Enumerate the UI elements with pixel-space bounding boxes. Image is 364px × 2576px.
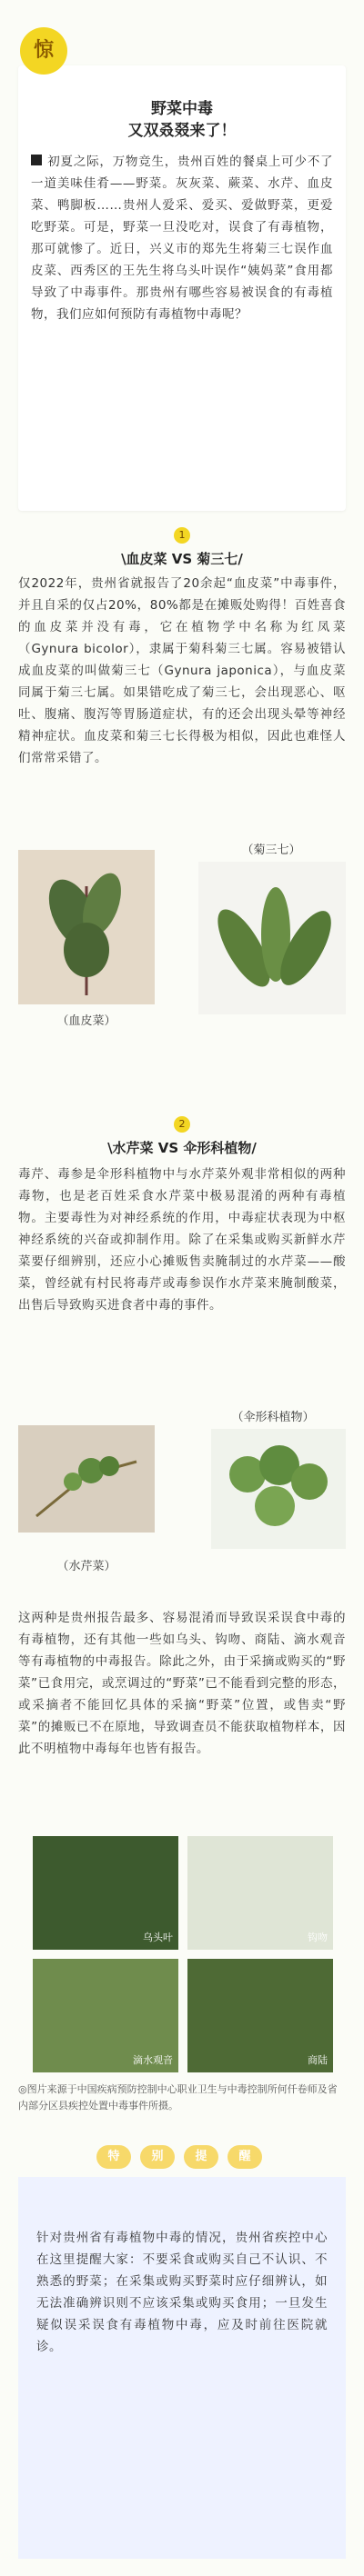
leaf-icon (18, 850, 155, 1004)
surprise-badge: 惊 (20, 27, 67, 75)
wutou-label: 乌头叶 (143, 1932, 173, 1943)
shanglu-photo (187, 1959, 333, 2072)
reminder-pill-2: 别 (140, 2145, 175, 2169)
page-title (18, 98, 346, 142)
dishuiguanyin-photo (33, 1959, 178, 2072)
umbellifer-photo (211, 1429, 346, 1549)
caption-xuepicai: （血皮菜） (56, 1014, 116, 1028)
reminder-pill-1: 特 (96, 2145, 131, 2169)
herb-icon (211, 1429, 346, 1549)
section-1-heading: \血皮菜 VS 菊三七/ (121, 551, 243, 567)
caption-jusanqi: （菊三七） (241, 844, 301, 857)
herb-icon (18, 1425, 155, 1533)
photo-credit: ◎图片来源于中国疾病预防控制中心职业卫生与中毒控制所何仟卷师及省内部分区县疾控处置中毒事件所摄。 (18, 2083, 338, 2112)
intro-text: 初夏之际，万物竞生，贵州百姓的餐桌上可少不了一道美味佳肴——野菜。灰灰菜、蕨菜、水芹、血皮菜、鸭脚板……贵州人爱采、爱买、爱做野菜，更爱吃野菜。可是，野菜一旦没吃对，误食了有毒植物，那可就惨了。近日，兴义市的郑先生将菊三七误作血皮菜、西秀区的王先生将乌头叶误作“姨妈菜”食用都导致了中毒事件。那贵州有哪些容易被误食的有毒植物，我们应如何预防有毒植物中毒呢？ (31, 155, 333, 322)
wutou-photo (33, 1836, 178, 1950)
square-bullet-icon (31, 155, 42, 165)
title-line-1: 野菜中毒 (151, 100, 213, 118)
caption-umbellifer: （伞形科植物） (231, 1411, 315, 1424)
intro-paragraph (31, 151, 333, 325)
section-number-2: 2 (174, 1116, 190, 1133)
reminder-text: 针对贵州省有毒植物中毒的情况，贵州省疾控中心在这里提醒大家：不要采食或购买自己不认识、不熟悉的野菜；在采集或购买野菜时应仔细辨认，如无法准确辨识则不应该采集或购买食用；一旦发生疑似误采误食有毒植物中毒，应及时前往医院就诊。 (36, 2231, 328, 2354)
shuiqincai-photo (18, 1425, 155, 1533)
reminder-pill-4: 醒 (228, 2145, 262, 2169)
section-3-paragraph: 这两种是贵州报告最多、容易混淆而导致误采误食中毒的有毒植物，还有其他一些如乌头、钩吻、商陆、滴水观音等有毒植物的中毒报告。除此之外，由于采摘或购买的“野菜”已食用完，或烹调过的“野菜”已不能看到完整的形态，或采摘者不能回忆具体的采摘“野菜”位置，或售卖“野菜”的摊贩已不在原地，导致调查员不能获取植物样本，因此不明植物中毒每年也皆有报告。 (18, 1611, 346, 1756)
title-line-2: 又双叒叕来了！ (127, 122, 237, 140)
dishuiguanyin-label: 滴水观音 (133, 2054, 173, 2066)
section-2-paragraph: 毒芹、毒参是伞形科植物中与水芹菜外观非常相似的两种毒物，也是老百姓采食水芹菜中极易混淆的两种有毒植物。主要毒性为对神经系统的作用，中毒症状表现为中枢神经系统的兴奋或抑制作用。除了在采集或购买新鲜水芹菜要仔细辨别，还应小心摊贩售卖腌制过的水芹菜——酸菜，曾经就有村民将毒芹或毒参误作水芹菜来腌制酸菜，出售后导致购买进食者中毒的事件。 (18, 1167, 346, 1313)
reminder-pill-3: 提 (184, 2145, 218, 2169)
leaf-icon (198, 862, 346, 1014)
gouwen-photo (187, 1836, 333, 1950)
section-1-paragraph: 仅2022年，贵州省就报告了20余起“血皮菜”中毒事件，并且自采的仅占20%，80%都是在摊贩处购得！百姓喜食的血皮菜并没有毒，它在植物学中名称为红凤菜（Gynura bicolor），隶属于菊科菊三七属。容易被错认成血皮菜的叫做菊三七（Gynura japonica），与血皮菜同属于菊三七属。如果错吃成了菊三七，会出现恶心、呕吐、腹痛、腹泻等胃肠道症状，有的还会出现头晕等神经精神症状。血皮菜和菊三七长得极为相似，因此也难怪人们常常采错了。 (18, 576, 346, 765)
gouwen-label: 钩吻 (308, 1932, 328, 1943)
section-2-heading: \水芹菜 VS 伞形科植物/ (107, 1140, 257, 1156)
xuepicai-photo (18, 850, 155, 1004)
jusanqi-photo (198, 862, 346, 1014)
caption-shuiqincai: （水芹菜） (56, 1560, 116, 1573)
section-number-1: 1 (174, 527, 190, 544)
shanglu-label: 商陆 (308, 2054, 328, 2066)
poison-plant-grid (33, 1836, 333, 2072)
